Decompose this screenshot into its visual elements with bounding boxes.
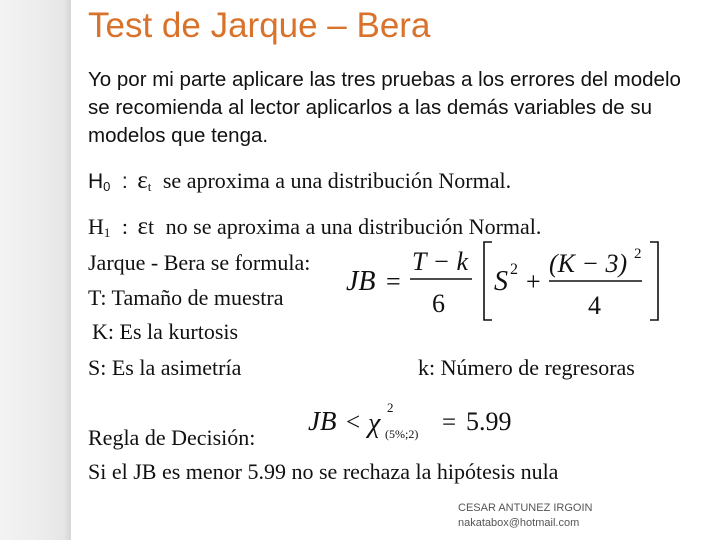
jb-k-denominator: 4 (588, 291, 601, 320)
jb-left-bracket (484, 242, 492, 320)
jb-numerator: T − k (412, 247, 469, 276)
jb-equals: = (386, 267, 401, 296)
slide-title: Test de Jarque – Bera (88, 6, 431, 45)
definition-t: T: Tamaño de muestra (88, 285, 284, 310)
definition-regressors: k: Número de regresoras (418, 355, 635, 380)
h0-label: H (88, 170, 104, 193)
author-email: nakatabox@hotmail.com (458, 517, 580, 529)
hypothesis-h0 (88, 167, 511, 195)
formula-intro: Jarque - Bera se formula: (88, 250, 311, 275)
intro-paragraph: Yo por mi parte aplicare las tres pruebas a los errores del modelo se recomienda al lector aplicarlos a las demás variables de su modelos que tenga. (88, 68, 681, 147)
jb-right-bracket (650, 242, 658, 320)
chi-symbol: χ (368, 408, 381, 439)
chi-subscript: (5%;2) (385, 427, 419, 441)
definition-skewness: S: Es la asimetría (88, 355, 242, 380)
h1-colon: : (121, 214, 129, 239)
jb-lhs: JB (346, 266, 376, 297)
jb-k-exponent: 2 (634, 246, 642, 262)
h1-epsilon-sub: t (148, 214, 155, 239)
decision-label: Regla de Decisión: (88, 425, 256, 450)
h0-epsilon: ε (137, 167, 148, 194)
author-credit (458, 501, 592, 531)
h1-subscript: 1 (103, 225, 111, 240)
chi-equals: = (442, 409, 457, 436)
chi-lhs: JB (308, 406, 337, 436)
h0-subscript: 0 (103, 179, 111, 194)
definition-kurtosis: K: Es la kurtosis (92, 319, 239, 344)
author-name: CESAR ANTUNEZ IRGOIN (458, 502, 593, 514)
slide-left-border (0, 0, 71, 540)
jb-denominator: 6 (432, 289, 445, 318)
h0-epsilon-sub: t (147, 179, 152, 194)
decision-formula (308, 398, 528, 444)
h1-text: no se aproxima a una distribución Normal. (165, 214, 542, 239)
jb-plus: + (526, 267, 541, 296)
h0-text: se aproxima a una distribución Normal. (162, 168, 512, 193)
h1-epsilon: ε (137, 213, 149, 240)
jb-k-numerator: (K − 3) (549, 249, 628, 278)
decision-text: Si el JB es menor 5.99 no se rechaza la hipótesis nula (88, 459, 559, 484)
h1-label: H (88, 214, 104, 239)
h0-colon: : (121, 170, 128, 193)
chi-value: 5.99 (466, 407, 512, 436)
hypothesis-h1 (88, 213, 541, 241)
jb-s-term: S (494, 266, 508, 297)
jarque-bera-formula (346, 238, 666, 324)
chi-less-than: < (346, 409, 361, 436)
chi-superscript: 2 (387, 400, 394, 415)
jb-s-exponent: 2 (510, 261, 518, 278)
